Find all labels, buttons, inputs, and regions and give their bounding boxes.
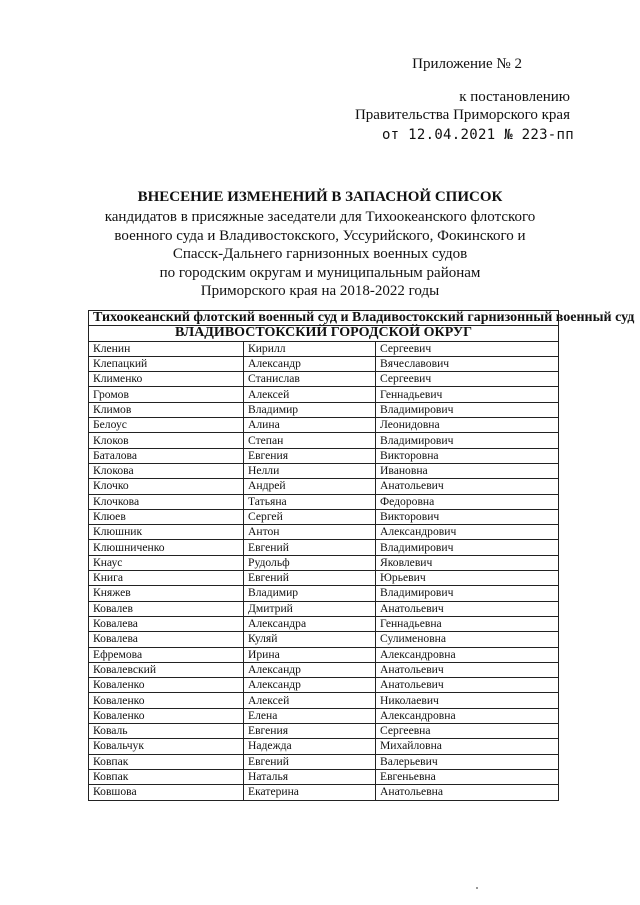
patronymic-cell: Сергеевич xyxy=(376,372,559,387)
surname-cell: Ковалевский xyxy=(89,662,244,677)
patronymic-cell: Сергеевна xyxy=(376,724,559,739)
first-name-cell: Куляй xyxy=(244,632,376,647)
surname-cell: Клименко xyxy=(89,372,244,387)
surname-cell: Ковпак xyxy=(89,769,244,784)
candidates-table xyxy=(88,310,635,801)
first-name-cell: Антон xyxy=(244,525,376,540)
government-line: Правительства Приморского края xyxy=(354,107,570,123)
table-row xyxy=(89,341,559,356)
scan-speck xyxy=(476,887,478,889)
first-name-cell: Кирилл xyxy=(244,341,376,356)
first-name-cell: Алексей xyxy=(244,387,376,402)
subtitle-line: кандидатов в присяжные заседатели для Тихоокеанского флотского xyxy=(104,209,536,225)
patronymic-cell: Александровна xyxy=(376,647,559,662)
patronymic-cell: Николаевич xyxy=(376,693,559,708)
first-name-cell: Станислав xyxy=(244,372,376,387)
first-name-cell: Алексей xyxy=(244,693,376,708)
surname-cell: Ковальчук xyxy=(89,739,244,754)
subtitle-line: по городским округам и муниципальным районам xyxy=(159,264,481,281)
table-row xyxy=(89,387,559,402)
surname-cell: Коваленко xyxy=(89,693,244,708)
subtitle-line: Спасск-Дальнего гарнизонных военных судов xyxy=(172,246,468,263)
decree-date-stamp: от 12.04.2021 № 223-пп xyxy=(381,127,574,143)
patronymic-cell: Викторовна xyxy=(376,448,559,463)
district-header-row xyxy=(89,326,559,341)
first-name-cell: Евгений xyxy=(244,754,376,769)
first-name-cell: Степан xyxy=(244,433,376,448)
table-row xyxy=(89,754,559,769)
surname-cell: Клюев xyxy=(89,509,244,524)
patronymic-cell: Владимирович xyxy=(376,540,559,555)
table-row xyxy=(89,356,559,371)
surname-cell: Клочко xyxy=(89,479,244,494)
patronymic-cell: Ивановна xyxy=(376,463,559,478)
surname-cell: Клоков xyxy=(89,433,244,448)
surname-cell: Белоус xyxy=(89,418,244,433)
patronymic-cell: Геннадьевич xyxy=(376,387,559,402)
first-name-cell: Нелли xyxy=(244,463,376,478)
district-header: ВЛАДИВОСТОКСКИЙ ГОРОДСКОЙ ОКРУГ xyxy=(89,326,559,341)
table-row xyxy=(89,769,559,784)
table-row xyxy=(89,494,559,509)
first-name-cell: Александр xyxy=(244,356,376,371)
document-title: ВНЕСЕНИЕ ИЗМЕНЕНИЙ В ЗАПАСНОЙ СПИСОК xyxy=(137,189,503,205)
patronymic-cell: Владимирович xyxy=(376,402,559,417)
first-name-cell: Дмитрий xyxy=(244,601,376,616)
first-name-cell: Андрей xyxy=(244,479,376,494)
subtitle-line: военного суда и Владивостокского, Уссурийского, Фокинского и xyxy=(114,227,526,244)
first-name-cell: Владимир xyxy=(244,402,376,417)
table-row xyxy=(89,571,559,586)
table-row xyxy=(89,724,559,739)
table-row xyxy=(89,601,559,616)
table-row xyxy=(89,616,559,631)
patronymic-cell: Леонидовна xyxy=(376,418,559,433)
table-row xyxy=(89,555,559,570)
surname-cell: Кленин xyxy=(89,341,244,356)
surname-cell: Коваленко xyxy=(89,708,244,723)
table-row xyxy=(89,708,559,723)
patronymic-cell: Викторович xyxy=(376,509,559,524)
first-name-cell: Евгений xyxy=(244,540,376,555)
patronymic-cell: Геннадьевна xyxy=(376,616,559,631)
surname-cell: Ковалева xyxy=(89,632,244,647)
candidates-table-body xyxy=(89,341,559,800)
table-row xyxy=(89,372,559,387)
patronymic-cell: Анатольевич xyxy=(376,479,559,494)
table-row xyxy=(89,433,559,448)
patronymic-cell: Сулименовна xyxy=(376,632,559,647)
patronymic-cell: Александрович xyxy=(376,525,559,540)
patronymic-cell: Валерьевич xyxy=(376,754,559,769)
surname-cell: Клюшник xyxy=(89,525,244,540)
court-header: Тихоокеанский флотский военный суд и Владивостокский гарнизонный военный суд xyxy=(89,311,559,326)
first-name-cell: Рудольф xyxy=(244,555,376,570)
table-row xyxy=(89,739,559,754)
first-name-cell: Александр xyxy=(244,678,376,693)
first-name-cell: Евгения xyxy=(244,724,376,739)
surname-cell: Коваль xyxy=(89,724,244,739)
first-name-cell: Ирина xyxy=(244,647,376,662)
surname-cell: Ковпак xyxy=(89,754,244,769)
surname-cell: Клюшниченко xyxy=(89,540,244,555)
patronymic-cell: Михайловна xyxy=(376,739,559,754)
patronymic-cell: Юрьевич xyxy=(376,571,559,586)
table-row xyxy=(89,509,559,524)
surname-cell: Клочкова xyxy=(89,494,244,509)
surname-cell: Княжев xyxy=(89,586,244,601)
subtitle-line: Приморского края на 2018-2022 годы xyxy=(200,283,440,300)
to-decree-line: к постановлению xyxy=(459,89,570,105)
table-row xyxy=(89,647,559,662)
first-name-cell: Сергей xyxy=(244,509,376,524)
surname-cell: Ковалев xyxy=(89,601,244,616)
table-row xyxy=(89,693,559,708)
patronymic-cell: Анатольевич xyxy=(376,601,559,616)
patronymic-cell: Федоровна xyxy=(376,494,559,509)
table-row xyxy=(89,418,559,433)
table-row xyxy=(89,402,559,417)
patronymic-cell: Александровна xyxy=(376,708,559,723)
surname-cell: Клокова xyxy=(89,463,244,478)
first-name-cell: Александр xyxy=(244,662,376,677)
surname-cell: Ковшова xyxy=(89,785,244,800)
court-header-row xyxy=(89,311,559,326)
table-row xyxy=(89,662,559,677)
first-name-cell: Александра xyxy=(244,616,376,631)
appendix-number: Приложение № 2 xyxy=(412,56,522,72)
first-name-cell: Евгений xyxy=(244,571,376,586)
patronymic-cell: Сергеевич xyxy=(376,341,559,356)
first-name-cell: Владимир xyxy=(244,586,376,601)
table-row xyxy=(89,540,559,555)
table-row xyxy=(89,479,559,494)
patronymic-cell: Яковлевич xyxy=(376,555,559,570)
surname-cell: Коваленко xyxy=(89,678,244,693)
surname-cell: Клепацкий xyxy=(89,356,244,371)
patronymic-cell: Анатольевич xyxy=(376,662,559,677)
first-name-cell: Татьяна xyxy=(244,494,376,509)
first-name-cell: Екатерина xyxy=(244,785,376,800)
table-row xyxy=(89,678,559,693)
first-name-cell: Евгения xyxy=(244,448,376,463)
surname-cell: Климов xyxy=(89,402,244,417)
first-name-cell: Наталья xyxy=(244,769,376,784)
patronymic-cell: Анатольевна xyxy=(376,785,559,800)
patronymic-cell: Владимирович xyxy=(376,586,559,601)
surname-cell: Ефремова xyxy=(89,647,244,662)
surname-cell: Кнаус xyxy=(89,555,244,570)
table-row xyxy=(89,448,559,463)
patronymic-cell: Анатольевич xyxy=(376,678,559,693)
document-subtitle xyxy=(80,208,560,301)
first-name-cell: Надежда xyxy=(244,739,376,754)
table-row xyxy=(89,525,559,540)
surname-cell: Громов xyxy=(89,387,244,402)
first-name-cell: Елена xyxy=(244,708,376,723)
decree-reference xyxy=(355,88,570,124)
patronymic-cell: Вячеславович xyxy=(376,356,559,371)
patronymic-cell: Евгеньевна xyxy=(376,769,559,784)
table-row xyxy=(89,586,559,601)
surname-cell: Книга xyxy=(89,571,244,586)
patronymic-cell: Владимирович xyxy=(376,433,559,448)
surname-cell: Ковалева xyxy=(89,616,244,631)
table-row xyxy=(89,785,559,800)
table-row xyxy=(89,463,559,478)
table-row xyxy=(89,632,559,647)
first-name-cell: Алина xyxy=(244,418,376,433)
surname-cell: Баталова xyxy=(89,448,244,463)
